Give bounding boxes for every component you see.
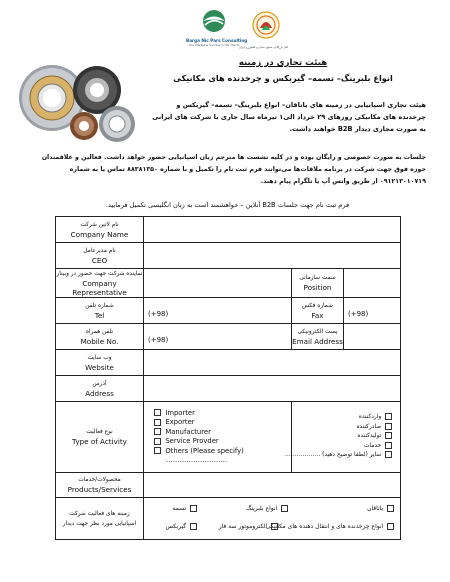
- email-label: پست الکترونیکی Email Address: [292, 324, 344, 350]
- notice-line-1: جلسات به صورت خصوصی و رایگان بوده و در کلیه نشست ها مترجم زبان اسپانیایی حضور خواهد داشت. فعالین و علاقمندان: [41, 154, 426, 161]
- area-bearing-housing[interactable]: یاتاقان: [367, 505, 394, 512]
- products-label: محصولات/خدمات Products/Services: [56, 473, 144, 498]
- area-ball-bearings-checkbox[interactable]: [281, 505, 288, 512]
- fa-services-checkbox[interactable]: [385, 442, 392, 449]
- page-subtitle: انواع بلبرینگ– تسمه– گیربکس و چرخدنده های مکانیکی: [173, 73, 393, 83]
- fa-others-checkbox[interactable]: [385, 451, 392, 458]
- fax-prefix: (+98): [348, 310, 369, 318]
- barga-globe-icon: [186, 8, 242, 34]
- intro-paragraph: [140, 99, 426, 135]
- mobile-field[interactable]: [144, 324, 292, 350]
- intro-line-1: هیئت تجاری اسپانیایی در زمینه های یاتاقان– انواع بلبرینگ– تسمه– گیربکس و: [176, 101, 426, 109]
- area-three-phase-motor[interactable]: الکتروموتور سه فاز: [219, 523, 278, 530]
- option-service-provider[interactable]: Service Provder: [154, 437, 291, 447]
- activity-options-en: [144, 402, 292, 473]
- fax-label: شماره فکس Fax: [292, 298, 344, 324]
- tel-label: شماره تلفن Tel: [56, 298, 144, 324]
- company-name-label: نام لاتین شرکت Company Name: [56, 217, 144, 243]
- bearing-small-icon: [99, 106, 135, 142]
- activity-areas-label: زمینه های فعالیت شرکت اسپانیایی مورد نظر جهت دیدار: [56, 498, 144, 540]
- form-instruction: فرم ثبت نام جهت جلسات B2B آنلاین – خواهشمند است به زبان انگلیسی تکمیل فرمایید.: [105, 201, 350, 209]
- area-gearbox[interactable]: گیربکس: [166, 523, 197, 530]
- intro-line-3: به صورت مجازی دیدار B2B خواهند داشت.: [289, 125, 426, 133]
- address-field[interactable]: [144, 376, 401, 402]
- option-manufacturer[interactable]: Manufacturer: [154, 428, 291, 438]
- fa-exporter-checkbox[interactable]: [385, 423, 392, 430]
- row-ceo: [56, 243, 401, 269]
- fa-manufacturer-checkbox[interactable]: [385, 432, 392, 439]
- bearing-brown-icon: [70, 112, 98, 140]
- option-fa-exporter[interactable]: صادرکننده: [292, 423, 392, 433]
- ceo-label: نام مدیرعامل CEO: [56, 243, 144, 269]
- notice-paragraph: [22, 152, 426, 188]
- bearings-photo: [12, 52, 142, 148]
- mobile-prefix: (+98): [148, 336, 169, 344]
- area-gears-transmission[interactable]: انواع چرخدنده های و انتقال دهنده های مکانیکی: [266, 523, 394, 530]
- company-rep-label: نماینده شرکت جهت حضور در وبینار Company Representative: [56, 270, 143, 297]
- exporter-checkbox[interactable]: [154, 419, 161, 426]
- barga-logo-subcaption: Your Market & Success in Our Hands: [188, 43, 240, 47]
- position-label: سمت سازمانی Position: [292, 269, 344, 298]
- area-belts-checkbox[interactable]: [190, 505, 197, 512]
- chamber-emblem-icon: [244, 10, 288, 42]
- email-field[interactable]: [344, 324, 401, 350]
- company-rep-field[interactable]: [144, 269, 292, 298]
- others-checkbox[interactable]: [154, 447, 161, 454]
- importer-checkbox[interactable]: [154, 409, 161, 416]
- manufacturer-checkbox[interactable]: [154, 428, 161, 435]
- area-belts[interactable]: تسمه: [172, 505, 197, 512]
- row-website: [56, 350, 401, 376]
- area-ball-bearings[interactable]: انواع بلبرینگ: [246, 505, 288, 512]
- row-activity-areas: [56, 498, 401, 540]
- tel-field[interactable]: [144, 298, 292, 324]
- row-mobile-email: [56, 324, 401, 350]
- position-field[interactable]: [344, 269, 401, 298]
- service-provider-checkbox[interactable]: [154, 438, 161, 445]
- website-label: وب سایت Website: [56, 350, 144, 376]
- notice-line-2: حوزه فوق جهت شرکت در برنامه ملاقات‌ها می‌توانند فرم ثبت نام را تکمیل و با شماره ۸۸۳۸۱۳۵۰ تماس یا به شماره: [69, 166, 426, 173]
- page-title: هیئت تجاری در زمینه: [238, 58, 328, 68]
- row-products: [56, 473, 401, 498]
- tel-prefix: (+98): [148, 310, 169, 318]
- area-gearbox-checkbox[interactable]: [190, 523, 197, 530]
- option-others[interactable]: Others (Please specify): [154, 447, 291, 457]
- option-fa-importer[interactable]: واردکننده: [292, 413, 392, 423]
- ceo-field[interactable]: [144, 243, 401, 269]
- option-fa-services[interactable]: خدمات: [292, 442, 392, 452]
- address-label: آدرس Address: [56, 376, 144, 402]
- row-company-name: [56, 217, 401, 243]
- title-block: [140, 58, 426, 83]
- row-representative: [56, 269, 401, 298]
- activity-options-fa: [284, 402, 401, 473]
- fax-field[interactable]: [344, 298, 401, 324]
- others-specify-line[interactable]: ………………………: [166, 456, 228, 464]
- mobile-label: تلفن همراه Mobile No.: [56, 324, 144, 350]
- chamber-logo-caption: اتاق بازرگانی، صنایع، معادن و کشاورزی ایران: [238, 46, 288, 49]
- area-gears-transmission-checkbox[interactable]: [387, 523, 394, 530]
- type-of-activity-label: نوع فعالیت Type of Activity: [56, 402, 144, 473]
- row-tel-fax: [56, 298, 401, 324]
- barga-logo-caption: Barga Nic Pars Consulting: [186, 38, 248, 43]
- area-three-phase-motor-checkbox[interactable]: [271, 523, 278, 530]
- fa-importer-checkbox[interactable]: [385, 413, 392, 420]
- row-type-of-activity: [56, 402, 401, 473]
- company-name-field[interactable]: [144, 217, 401, 243]
- products-field[interactable]: [144, 473, 401, 498]
- option-fa-others[interactable]: سایر (لطفا توضیح دهید) ………………: [292, 451, 392, 461]
- registration-form: [55, 216, 401, 540]
- option-exporter[interactable]: Exporter: [154, 418, 291, 428]
- logo-barga-nic-pars: [186, 8, 248, 48]
- website-field[interactable]: [144, 350, 401, 376]
- notice-line-3: ۰۹۱۲۱۳۰۱۰۷۱۹ از طریق واتس آپ یا تلگرام پیام دهند.: [260, 178, 426, 185]
- option-fa-manufacturer[interactable]: تولیدکننده: [292, 432, 392, 442]
- option-importer[interactable]: Importer: [154, 409, 291, 419]
- area-bearing-housing-checkbox[interactable]: [387, 505, 394, 512]
- logo-chamber-of-commerce: [238, 10, 288, 52]
- intro-line-2: چرخدنده های مکانیکی روزهای ۲۹ خرداد الی۱ تیرماه سال جاری با شرکت های ایرانی: [152, 113, 426, 121]
- row-address: [56, 376, 401, 402]
- activity-areas-options: [144, 498, 401, 540]
